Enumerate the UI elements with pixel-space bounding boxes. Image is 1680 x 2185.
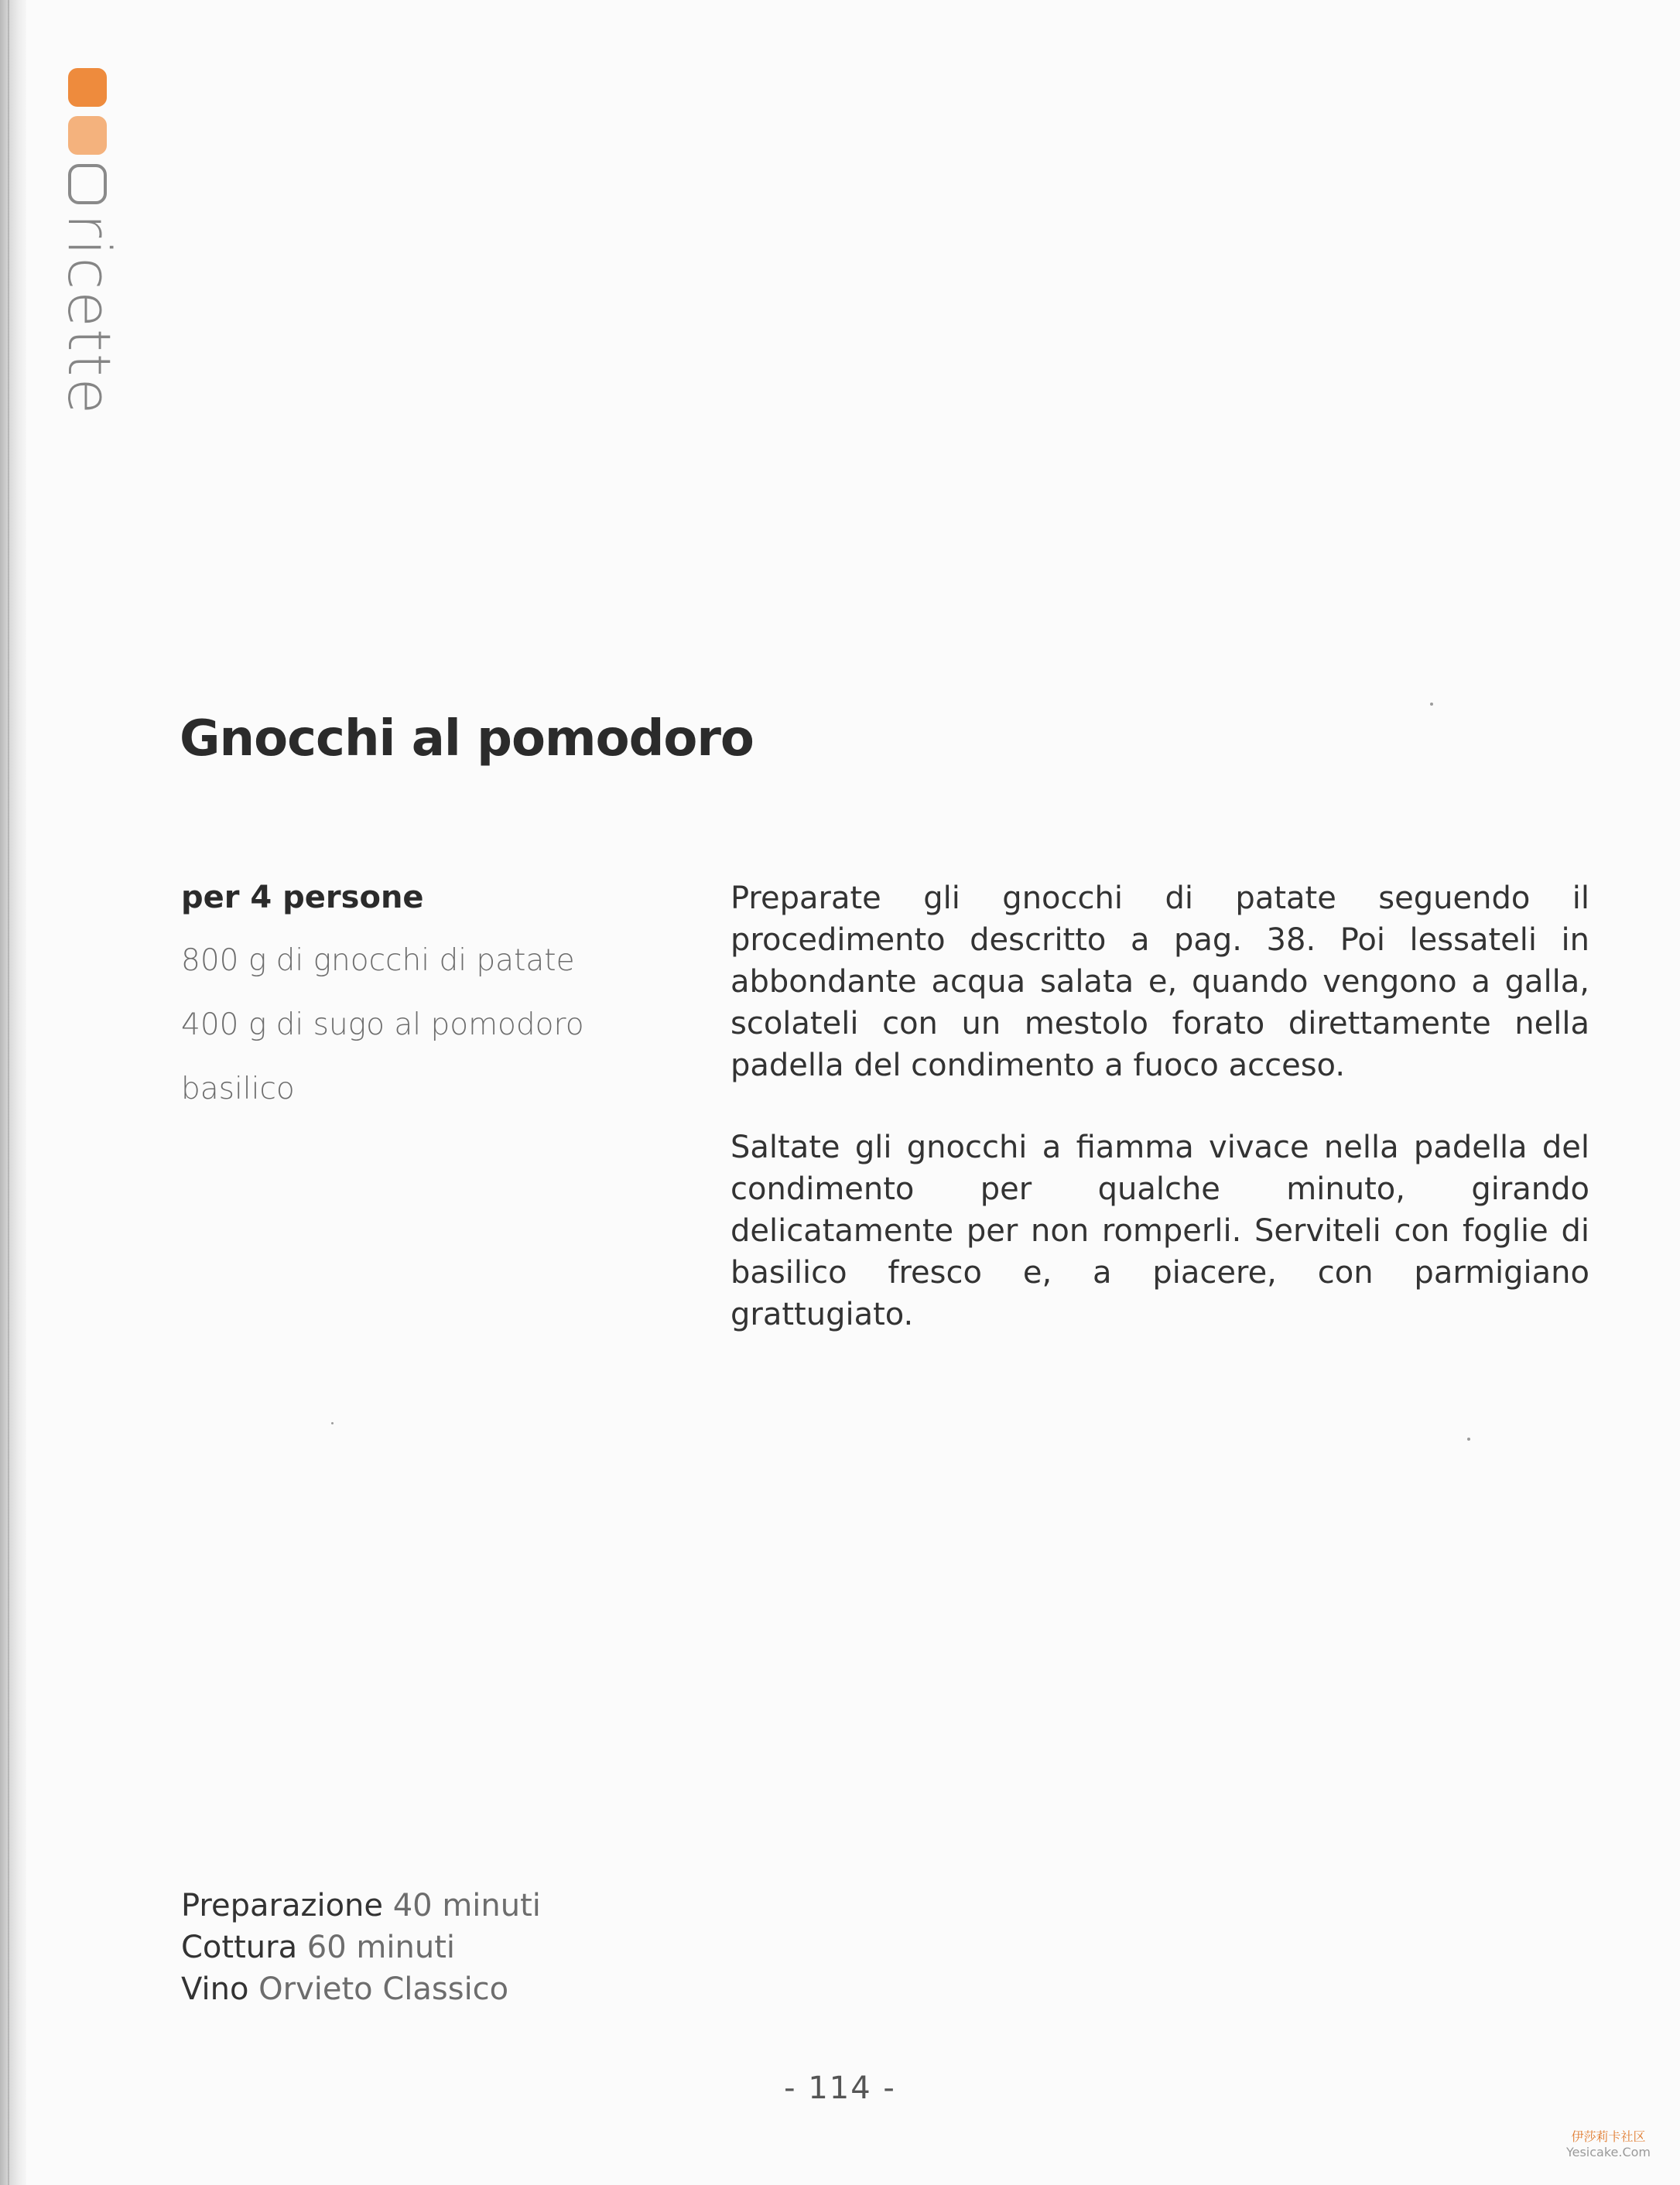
- ingredient-list: [181, 941, 661, 1110]
- recipe-info: [181, 1885, 541, 2010]
- page-binding-line: [8, 0, 9, 2185]
- cooking-value: 60 minuti: [306, 1930, 455, 1965]
- section-marker: [55, 68, 124, 455]
- ingredient-item: 800 g di gnocchi di patate: [181, 943, 575, 978]
- wine-row: [181, 1968, 541, 2010]
- cooking-time-row: [181, 1927, 541, 1968]
- preparation-label: Preparazione: [181, 1888, 383, 1923]
- section-marker-square-outline: [68, 164, 107, 204]
- servings: per 4 persone: [181, 880, 424, 915]
- section-title: ricette: [55, 214, 124, 416]
- page-number: - 114 -: [784, 2070, 896, 2106]
- instruction-paragraph: Preparate gli gnocchi di patate seguendo il procedimento descritto a pag. 38. Poi lessateli in abbondante acqua salata e, quando vengono a galla, scolateli con un mestolo forato direttamente nella padella del condimento a fuoco acceso.: [731, 880, 1589, 1083]
- recipe-title: Gnocchi al pomodoro: [180, 710, 754, 768]
- ingredients-block: [181, 877, 661, 1134]
- watermark-line-1: 伊莎莉卡社区: [1571, 2129, 1646, 2144]
- watermark-line-2: Yesicake.Com: [1565, 2145, 1651, 2159]
- instructions-block: [731, 877, 1589, 1335]
- preparation-time-row: [181, 1885, 541, 1927]
- paper-speck: [1430, 703, 1433, 706]
- wine-label: Vino: [181, 1971, 249, 2007]
- instruction-paragraph: Saltate gli gnocchi a fiamma vivace nella padella del condimento per qualche minuto, girando delicatamente per non romperli. Serviteli con foglie di basilico fresco e, a piacere, con parmigiano grattugiato.: [731, 1130, 1589, 1332]
- section-marker-square-filled: [68, 68, 107, 107]
- cooking-label: Cottura: [181, 1930, 298, 1965]
- paper-speck: [331, 1422, 334, 1424]
- preparation-value: 40 minuti: [392, 1888, 541, 1923]
- ingredient-item: 400 g di sugo al pomodoro: [181, 1007, 584, 1042]
- paper-speck: [1467, 1438, 1470, 1441]
- ingredient-item: basilico: [181, 1072, 295, 1106]
- wine-value: Orvieto Classico: [258, 1971, 509, 2007]
- watermark: [1566, 2129, 1651, 2160]
- section-marker-square-light: [68, 116, 107, 155]
- page-binding-shadow: [0, 0, 26, 2185]
